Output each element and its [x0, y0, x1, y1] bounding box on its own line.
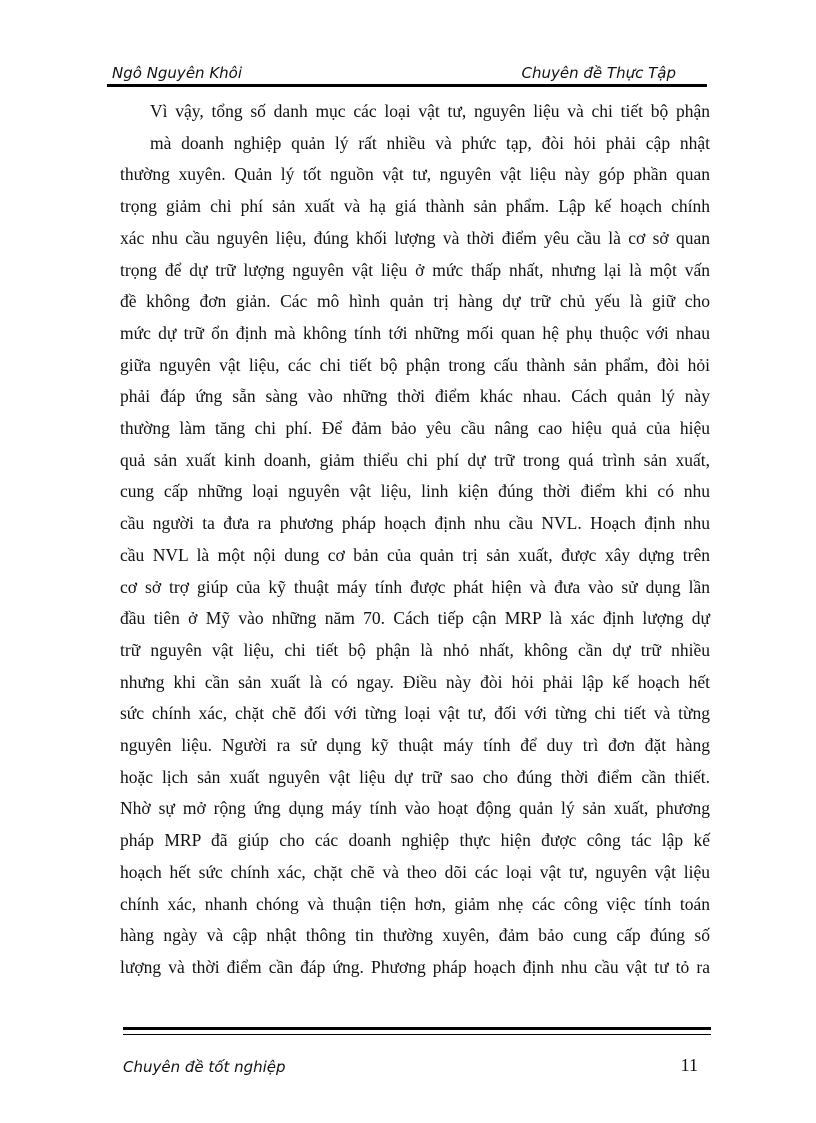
text-line: nguyên liệu. Người ra sử dụng kỹ thuật máy tính để duy trì đơn đặt hàng: [120, 735, 710, 756]
text-line: đầu tiên ở Mỹ vào những năm 70. Cách tiếp cận MRP là xác định lượng dự: [120, 608, 710, 629]
text-line: Nhờ sự mở rộng ứng dụng máy tính vào hoạt động quản lý sản xuất, phương: [120, 798, 710, 819]
header-author: Ngô Nguyên Khôi: [112, 64, 243, 82]
page-header: [112, 52, 676, 82]
footer-title: Chuyên đề tốt nghiệp: [123, 1058, 286, 1076]
text-line: thường làm tăng chi phí. Để đảm bảo yêu cầu nâng cao hiệu quả của hiệu: [120, 418, 710, 439]
text-line: cầu NVL là một nội dung cơ bản của quản trị sản xuất, được xây dựng trên: [120, 544, 710, 565]
footer-divider-thin: [123, 1034, 711, 1035]
text-line: hàng ngày và cập nhật thông tin thường xuyên, đảm bảo cung cấp đúng số: [120, 925, 710, 946]
text-line: sức chính xác, chặt chẽ đối với từng loại vật tư, đối với từng chi tiết và từng: [120, 703, 710, 724]
text-line: trọng giảm chi phí sản xuất và hạ giá thành sản phẩm. Lập kế hoạch chính: [120, 196, 710, 217]
text-line: hoạch hết sức chính xác, chặt chẽ và theo dõi các loại vật tư, nguyên vật liệu: [120, 861, 710, 882]
text-line: trữ nguyên vật liệu, chi tiết bộ phận là nhỏ nhất, không cần dự trữ nhiều: [120, 639, 710, 660]
text-line: cơ sở trợ giúp của kỹ thuật máy tính được phát hiện và đưa vào sử dụng lần: [120, 576, 710, 597]
text-line: pháp MRP đã giúp cho các doanh nghiệp thực hiện được công tác lập kế: [120, 830, 710, 851]
body-paragraph: [120, 96, 710, 984]
page-footer: [123, 1050, 698, 1076]
text-line: hoặc lịch sản xuất nguyên vật liệu dự trữ sao cho đúng thời điểm cần thiết.: [120, 766, 710, 787]
text-line: quả sản xuất kinh doanh, giảm thiểu chi phí dự trữ trong quá trình sản xuất,: [120, 449, 710, 470]
text-line: cầu người ta đưa ra phương pháp hoạch định nhu cầu NVL. Hoạch định nhu: [120, 513, 710, 534]
text-line: mà doanh nghiệp quản lý rất nhiều và phức tạp, đòi hỏi phải cập nhật: [150, 132, 710, 153]
text-line: nhưng khi cần sản xuất là có ngay. Điều này đòi hỏi phải lập kế hoạch hết: [120, 671, 710, 692]
text-line: chính xác, nhanh chóng và thuận tiện hơn, giảm nhẹ các công việc tính toán: [120, 893, 710, 914]
text-line: lượng và thời điểm cần đáp ứng. Phương pháp hoạch định nhu cầu vật tư tỏ ra: [120, 956, 710, 977]
header-title: Chuyên đề Thực Tập: [521, 64, 676, 82]
text-line: mức dự trữ ổn định mà không tính tới những mối quan hệ phụ thuộc với nhau: [120, 322, 710, 343]
footer-divider-thick: [123, 1027, 711, 1030]
text-line: phải đáp ứng sẵn sàng vào những thời điểm khác nhau. Cách quản lý này: [120, 386, 710, 407]
header-divider: [107, 84, 707, 87]
text-line: Vì vậy, tổng số danh mục các loại vật tư, nguyên liệu và chi tiết bộ phận: [150, 101, 710, 121]
text-line: giữa nguyên vật liệu, các chi tiết bộ phận trong cấu thành sản phẩm, đòi hỏi: [120, 354, 710, 375]
text-line: thường xuyên. Quản lý tốt nguồn vật tư, nguyên vật liệu này góp phần quan: [120, 164, 710, 185]
text-line: trọng để dự trữ lượng nguyên vật liệu ở mức thấp nhất, nhưng lại là một vấn: [120, 259, 710, 280]
text-line: đề không đơn giản. Các mô hình quản trị hàng dự trữ chủ yếu là giữ cho: [120, 291, 710, 312]
text-line: xác nhu cầu nguyên liệu, đúng khối lượng và thời điểm yêu cầu là cơ sở quan: [120, 227, 710, 248]
text-line: cung cấp những loại nguyên vật liệu, linh kiện đúng thời điểm khi có nhu: [120, 481, 710, 502]
page-number: 11: [680, 1055, 698, 1075]
